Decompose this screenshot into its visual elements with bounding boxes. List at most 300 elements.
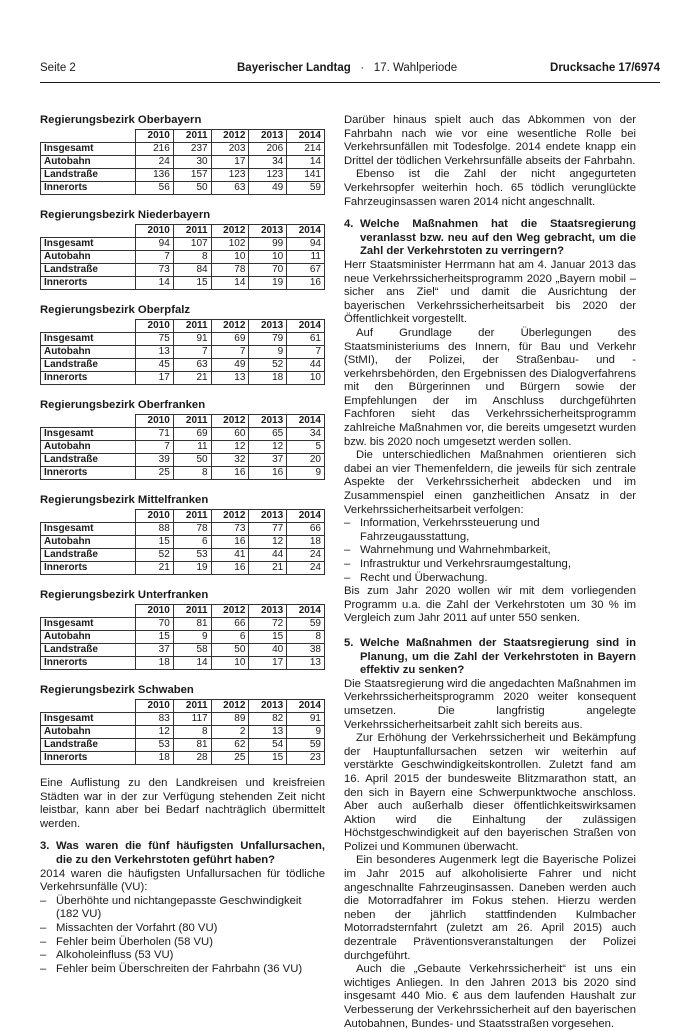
table-cell: 77 <box>249 523 287 536</box>
table-cell: 78 <box>211 264 249 277</box>
table-cell: 8 <box>173 467 211 480</box>
row-label: Autobahn <box>41 251 136 264</box>
year-header: 2013 <box>249 510 287 523</box>
header-rule <box>40 82 660 83</box>
table-cell: 67 <box>287 264 325 277</box>
table-cell: 214 <box>287 143 325 156</box>
row-label: Innerorts <box>41 182 136 195</box>
table-cell: 66 <box>211 618 249 631</box>
table-cell: 94 <box>136 238 174 251</box>
table-cell: 12 <box>136 726 174 739</box>
row-label: Insgesamt <box>41 713 136 726</box>
row-label: Insgesamt <box>41 618 136 631</box>
table-cell: 7 <box>136 441 174 454</box>
table-cell: 83 <box>136 713 174 726</box>
table-cell: 24 <box>287 549 325 562</box>
year-header: 2011 <box>173 605 211 618</box>
year-header: 2011 <box>173 415 211 428</box>
table-cell: 30 <box>173 156 211 169</box>
table-row <box>41 562 325 575</box>
table-cell: 117 <box>173 713 211 726</box>
year-header: 2011 <box>173 320 211 333</box>
table-cell: 50 <box>173 182 211 195</box>
header-corner <box>41 225 136 238</box>
parliament-name: Bayerischer Landtag <box>237 62 351 74</box>
table-row <box>41 251 325 264</box>
row-label: Innerorts <box>41 467 136 480</box>
table-cell: 136 <box>136 169 174 182</box>
table-cell: 88 <box>136 523 174 536</box>
region-table <box>40 319 325 385</box>
table-cell: 37 <box>136 644 174 657</box>
table-cell: 14 <box>287 156 325 169</box>
table-cell: 40 <box>249 644 287 657</box>
header-corner <box>41 510 136 523</box>
year-header: 2013 <box>249 415 287 428</box>
table-cell: 12 <box>249 536 287 549</box>
list-item: – Information, Verkehrssteuerung und Fahrzeugausstattung, <box>344 517 636 544</box>
table-row <box>41 359 325 372</box>
table-cell: 81 <box>173 618 211 631</box>
year-header: 2012 <box>211 415 249 428</box>
table-cell: 14 <box>136 277 174 290</box>
table-cell: 25 <box>136 467 174 480</box>
year-header: 2014 <box>287 320 325 333</box>
question-4 <box>344 218 636 259</box>
table-cell: 49 <box>211 359 249 372</box>
row-label: Insgesamt <box>41 523 136 536</box>
year-header: 2012 <box>211 700 249 713</box>
year-header: 2014 <box>287 700 325 713</box>
table-cell: 62 <box>211 739 249 752</box>
table-cell: 6 <box>173 536 211 549</box>
document-number: Drucksache 17/6974 <box>550 62 660 74</box>
table-cell: 24 <box>136 156 174 169</box>
table-cell: 16 <box>211 536 249 549</box>
paragraph: Darüber hinaus spielt auch das Abkommen von der Fahrbahn nach wie vor eine wesentliche Rolle bei Verkehrsunfällen mit Todesfolge. 2014 endete knapp ein Drittel der tödlichen Verkehrsunfälle abseits der Fahrbahn. <box>344 114 636 167</box>
table-cell: 16 <box>287 277 325 290</box>
table-cell: 61 <box>287 333 325 346</box>
paragraph: Auf Grundlage der Überlegungen des Staatsministeriums des Innern, für Bau und Verkehr (StMI), der Polizei, der Straßenbau- und -verkehrsbehörden, den Ergebnissen des Dialogverfahrens mit den Bürgerinnen und Bürgern sowie der Empfehlungen der im Anschluss durchgeführten Fachforen sieht das Verkehrssicherheitsprogramm zahlreiche Maßnahmen vor, die bereits umgesetzt wurden bzw. bis 2020 noch umgesetzt werden sollen. <box>344 326 637 448</box>
header-corner <box>41 700 136 713</box>
table-cell: 70 <box>136 618 174 631</box>
table-cell: 53 <box>136 739 174 752</box>
table-row <box>41 739 325 752</box>
table-cell: 28 <box>173 752 211 765</box>
list-item: – Alkoholeinfluss (53 VU) <box>40 949 325 963</box>
year-header: 2013 <box>249 320 287 333</box>
row-label: Landstraße <box>41 644 136 657</box>
table-row <box>41 143 325 156</box>
table-cell: 5 <box>287 441 325 454</box>
table-cell: 52 <box>249 359 287 372</box>
table-cell: 17 <box>211 156 249 169</box>
region-block <box>40 304 325 385</box>
table-cell: 6 <box>211 631 249 644</box>
table-row <box>41 333 325 346</box>
table-cell: 107 <box>173 238 211 251</box>
table-cell: 7 <box>211 346 249 359</box>
table-cell: 16 <box>211 467 249 480</box>
year-header: 2014 <box>287 605 325 618</box>
table-row <box>41 277 325 290</box>
table-cell: 89 <box>211 713 249 726</box>
question-number: 3. <box>40 840 50 853</box>
question-5 <box>344 637 636 678</box>
row-label: Insgesamt <box>41 428 136 441</box>
table-cell: 21 <box>173 372 211 385</box>
table-row <box>41 657 325 670</box>
paragraph: Bis zum Jahr 2020 wollen wir mit dem vorliegenden Programm u.a. die Zahl der Verkehrstoten um 30 % im Vergleich zum Jahr 2011 auf unter 550 senken. <box>344 585 636 625</box>
table-cell: 70 <box>249 264 287 277</box>
table-cell: 50 <box>211 644 249 657</box>
question-text: Welche Maßnahmen der Staatsregierung sind in Planung, um die Zahl der Verkehrstoten in Bayern effektiv zu senken? <box>360 636 636 677</box>
region-table <box>40 699 325 765</box>
table-cell: 79 <box>249 333 287 346</box>
region-title: Regierungsbezirk Niederbayern <box>40 209 211 221</box>
year-header: 2010 <box>136 320 174 333</box>
header-separator: · <box>360 62 365 74</box>
table-cell: 63 <box>173 359 211 372</box>
table-cell: 102 <box>211 238 249 251</box>
list-item: – Wahrnehmung und Wahrnehmbarkeit, <box>344 544 636 558</box>
table-cell: 49 <box>249 182 287 195</box>
table-cell: 56 <box>136 182 174 195</box>
row-label: Landstraße <box>41 454 136 467</box>
table-cell: 216 <box>136 143 174 156</box>
table-cell: 9 <box>173 631 211 644</box>
table-cell: 141 <box>287 169 325 182</box>
year-header: 2012 <box>211 320 249 333</box>
table-cell: 10 <box>211 657 249 670</box>
table-cell: 71 <box>136 428 174 441</box>
region-tables <box>40 114 325 765</box>
paragraph: Die unterschiedlichen Maßnahmen orientieren sich dabei an vier Themenfeldern, die jeweils für sich zentrale Aspekte der Verkehrssicherheit abdecken und im Zusammenspiel einen ganzheitlichen Ansatz in der Verkehrssicherheitsarbeit verfolgen: <box>344 449 636 516</box>
table-cell: 78 <box>173 523 211 536</box>
table-cell: 32 <box>211 454 249 467</box>
table-cell: 11 <box>173 441 211 454</box>
table-cell: 12 <box>211 441 249 454</box>
row-label: Insgesamt <box>41 238 136 251</box>
year-header: 2013 <box>249 605 287 618</box>
question-number: 5. <box>344 636 354 649</box>
table-cell: 54 <box>249 739 287 752</box>
left-text-block <box>40 777 325 976</box>
region-table <box>40 604 325 670</box>
table-cell: 16 <box>249 467 287 480</box>
row-label: Innerorts <box>41 277 136 290</box>
header-center <box>237 62 457 74</box>
year-header: 2014 <box>287 130 325 143</box>
table-header-row <box>41 225 325 238</box>
year-header: 2010 <box>136 225 174 238</box>
table-row <box>41 644 325 657</box>
table-cell: 34 <box>287 428 325 441</box>
table-cell: 123 <box>249 169 287 182</box>
year-header: 2011 <box>173 510 211 523</box>
table-cell: 16 <box>211 562 249 575</box>
table-cell: 19 <box>249 277 287 290</box>
year-header: 2014 <box>287 510 325 523</box>
table-cell: 25 <box>211 752 249 765</box>
table-row <box>41 713 325 726</box>
year-header: 2014 <box>287 225 325 238</box>
table-cell: 206 <box>249 143 287 156</box>
list-item: – Missachten der Vorfahrt (80 VU) <box>40 922 325 936</box>
table-cell: 123 <box>211 169 249 182</box>
table-cell: 45 <box>136 359 174 372</box>
table-row <box>41 726 325 739</box>
table-cell: 11 <box>287 251 325 264</box>
legislative-period: 17. Wahlperiode <box>373 62 458 74</box>
table-cell: 157 <box>173 169 211 182</box>
row-label: Insgesamt <box>41 143 136 156</box>
table-cell: 8 <box>173 251 211 264</box>
table-row <box>41 523 325 536</box>
table-cell: 34 <box>249 156 287 169</box>
table-cell: 21 <box>249 562 287 575</box>
table-cell: 69 <box>173 428 211 441</box>
row-label: Innerorts <box>41 752 136 765</box>
table-cell: 19 <box>173 562 211 575</box>
table-cell: 13 <box>136 346 174 359</box>
year-header: 2010 <box>136 510 174 523</box>
row-label: Innerorts <box>41 657 136 670</box>
row-label: Autobahn <box>41 726 136 739</box>
table-cell: 13 <box>249 726 287 739</box>
paragraph: Auch die „Gebaute Verkehrssicherheit“ ist uns ein wichtiges Anliegen. In den Jahren 2013 bis 2020 sind insgesamt 440 Mio. € aus dem laufenden Haushalt zur Verbesserung der Verkehrssicherheit auf den bayerischen Autobahnen, Bundes- und Staatsstraßen vorgesehen. <box>344 963 636 1030</box>
table-cell: 10 <box>211 251 249 264</box>
table-cell: 21 <box>136 562 174 575</box>
table-cell: 15 <box>173 277 211 290</box>
table-cell: 81 <box>173 739 211 752</box>
table-row <box>41 372 325 385</box>
year-header: 2011 <box>173 225 211 238</box>
table-row <box>41 156 325 169</box>
table-cell: 18 <box>136 657 174 670</box>
table-cell: 52 <box>136 549 174 562</box>
table-cell: 69 <box>211 333 249 346</box>
paragraph: Die Staatsregierung wird die angedachten Maßnahmen im Verkehrssicherheitsprogramm 2020 weiter konsequent umsetzen. Die langfristig angelegte Verkehrssicherheitsarbeit zahlt sich bereits aus. <box>344 677 636 731</box>
table-cell: 94 <box>287 238 325 251</box>
region-block <box>40 209 325 290</box>
year-header: 2012 <box>211 130 249 143</box>
year-header: 2011 <box>173 700 211 713</box>
year-header: 2014 <box>287 415 325 428</box>
row-label: Innerorts <box>41 372 136 385</box>
table-cell: 7 <box>136 251 174 264</box>
table-row <box>41 182 325 195</box>
table-cell: 66 <box>287 523 325 536</box>
list-item: – Infrastruktur und Verkehrsraumgestaltung, <box>344 558 636 572</box>
year-header: 2010 <box>136 415 174 428</box>
row-label: Autobahn <box>41 346 136 359</box>
question-text: Was waren die fünf häufigsten Unfallursachen, die zu den Verkehrstoten geführt haben? <box>56 840 325 866</box>
table-row <box>41 428 325 441</box>
table-header-row <box>41 510 325 523</box>
right-column <box>344 114 636 1031</box>
row-label: Innerorts <box>41 562 136 575</box>
paragraph: Herr Staatsminister Herrmann hat am 4. Januar 2013 das neue Verkehrssicherheitsprogramm 2020 „Bayern mobil – sicher ans Ziel“ und damit die Ausrichtung der bayerischen Verkehrssicherheitsarbeit bis 2020 der Öffentlichkeit vorgestellt. <box>344 258 636 326</box>
year-header: 2013 <box>249 700 287 713</box>
table-cell: 58 <box>173 644 211 657</box>
region-block <box>40 589 325 670</box>
region-block <box>40 399 325 480</box>
table-cell: 7 <box>287 346 325 359</box>
year-header: 2013 <box>249 225 287 238</box>
table-cell: 15 <box>136 631 174 644</box>
list-item: – Recht und Überwachung. <box>344 572 636 586</box>
table-cell: 8 <box>173 726 211 739</box>
table-row <box>41 467 325 480</box>
region-block <box>40 114 325 195</box>
paragraph: Ein besonderes Augenmerk legt die Bayerische Polizei im Jahr 2015 auf alkoholisierte Fahrer und nicht angeschnallte Fahrzeuginsassen. Daneben werden auch die Motorradfahrer im Fokus stehen. Hierzu werden neben der jährlich stattfindenden Kulmbacher Motorradsternfahrt (zuletzt am 26. April 2015) auch dezentrale Präventionsveranstaltungen der Polizei durchgeführt. <box>344 854 636 962</box>
table-cell: 91 <box>287 713 325 726</box>
region-table <box>40 224 325 290</box>
year-header: 2012 <box>211 510 249 523</box>
table-cell: 10 <box>287 372 325 385</box>
row-label: Autobahn <box>41 536 136 549</box>
question-number: 4. <box>344 218 354 231</box>
region-block <box>40 684 325 765</box>
year-header: 2012 <box>211 605 249 618</box>
note-paragraph: Eine Auflistung zu den Landkreisen und kreisfreien Städten war in der zur Verfügung stehenden Zeit nicht leistbar, kann aber bei Bedarf nachträglich übermittelt werden. <box>40 777 325 830</box>
region-title: Regierungsbezirk Unterfranken <box>40 589 209 601</box>
table-row <box>41 441 325 454</box>
region-title: Regierungsbezirk Oberpfalz <box>40 304 191 316</box>
table-cell: 13 <box>287 657 325 670</box>
table-cell: 37 <box>249 454 287 467</box>
region-table <box>40 509 325 575</box>
answer-3-intro: 2014 waren die häufigsten Unfallursachen für tödliche Verkehrsunfälle (VU): <box>40 867 325 894</box>
row-label: Autobahn <box>41 441 136 454</box>
region-table <box>40 414 325 480</box>
row-label: Autobahn <box>41 631 136 644</box>
table-cell: 59 <box>287 182 325 195</box>
table-cell: 8 <box>287 631 325 644</box>
row-label: Landstraße <box>41 264 136 277</box>
table-cell: 203 <box>211 143 249 156</box>
table-row <box>41 549 325 562</box>
table-cell: 18 <box>249 372 287 385</box>
table-cell: 44 <box>287 359 325 372</box>
header-corner <box>41 130 136 143</box>
table-cell: 41 <box>211 549 249 562</box>
table-cell: 59 <box>287 739 325 752</box>
table-header-row <box>41 320 325 333</box>
table-cell: 24 <box>287 562 325 575</box>
table-cell: 14 <box>211 277 249 290</box>
left-column <box>40 114 325 976</box>
year-header: 2012 <box>211 225 249 238</box>
table-header-row <box>41 700 325 713</box>
region-title: Regierungsbezirk Schwaben <box>40 684 194 696</box>
table-cell: 14 <box>173 657 211 670</box>
table-cell: 53 <box>173 549 211 562</box>
table-row <box>41 264 325 277</box>
row-label: Landstraße <box>41 359 136 372</box>
region-title: Regierungsbezirk Oberbayern <box>40 114 202 126</box>
table-row <box>41 752 325 765</box>
question-3 <box>40 840 325 867</box>
row-label: Autobahn <box>41 156 136 169</box>
table-cell: 39 <box>136 454 174 467</box>
table-cell: 15 <box>249 752 287 765</box>
region-table <box>40 129 325 195</box>
table-cell: 75 <box>136 333 174 346</box>
table-cell: 15 <box>249 631 287 644</box>
header-corner <box>41 605 136 618</box>
table-cell: 65 <box>249 428 287 441</box>
table-row <box>41 631 325 644</box>
table-cell: 12 <box>249 441 287 454</box>
causes-list <box>40 895 325 977</box>
table-cell: 9 <box>287 726 325 739</box>
table-cell: 20 <box>287 454 325 467</box>
year-header: 2011 <box>173 130 211 143</box>
region-title: Regierungsbezirk Mittelfranken <box>40 494 209 506</box>
row-label: Insgesamt <box>41 333 136 346</box>
row-label: Landstraße <box>41 169 136 182</box>
table-header-row <box>41 605 325 618</box>
list-item: – Fehler beim Überholen (58 VU) <box>40 936 325 950</box>
year-header: 2010 <box>136 700 174 713</box>
table-row <box>41 454 325 467</box>
table-cell: 237 <box>173 143 211 156</box>
table-cell: 99 <box>249 238 287 251</box>
table-cell: 91 <box>173 333 211 346</box>
year-header: 2010 <box>136 605 174 618</box>
table-cell: 59 <box>287 618 325 631</box>
table-cell: 17 <box>136 372 174 385</box>
table-row <box>41 618 325 631</box>
table-row <box>41 346 325 359</box>
region-title: Regierungsbezirk Oberfranken <box>40 399 206 411</box>
table-cell: 7 <box>173 346 211 359</box>
table-cell: 9 <box>249 346 287 359</box>
row-label: Landstraße <box>41 739 136 752</box>
table-cell: 2 <box>211 726 249 739</box>
year-header: 2010 <box>136 130 174 143</box>
table-row <box>41 536 325 549</box>
table-cell: 18 <box>136 752 174 765</box>
row-label: Landstraße <box>41 549 136 562</box>
paragraph: Ebenso ist die Zahl der nicht angegurteten Verkehrsopfer weiterhin hoch. 65 tödlich verunglückte Fahrzeuginsassen waren 2014 nicht angeschnallt. <box>344 168 636 208</box>
topics-list <box>344 517 636 585</box>
table-cell: 23 <box>287 752 325 765</box>
header-corner <box>41 320 136 333</box>
table-row <box>41 169 325 182</box>
paragraph: Zur Erhöhung der Verkehrssicherheit und Bekämpfung der Hauptunfallursachen setzen wir weiterhin auf verstärkte Geschwindigkeitskontrollen. Zuletzt fand am 16. April 2015 der bundesweite Blitzmarathon statt, an den sich in Bayern eine Schwerpunktwoche anschloss. Aber auch außerhalb dieser öffentlichkeitswirksamen Aktion wird die Einhaltung der zulässigen Höchstgeschwindigkeit auf den bayerischen Straßen von Polizei und Kommunen überwacht. <box>344 732 636 853</box>
table-cell: 73 <box>136 264 174 277</box>
table-cell: 18 <box>287 536 325 549</box>
table-cell: 73 <box>211 523 249 536</box>
table-cell: 72 <box>249 618 287 631</box>
year-header: 2013 <box>249 130 287 143</box>
list-item: – Überhöhte und nichtangepasste Geschwindigkeit (182 VU) <box>40 895 325 922</box>
table-cell: 84 <box>173 264 211 277</box>
table-header-row <box>41 415 325 428</box>
list-item: – Fehler beim Überschreiten der Fahrbahn (36 VU) <box>40 963 325 977</box>
page-header <box>40 62 660 80</box>
table-header-row <box>41 130 325 143</box>
table-cell: 44 <box>249 549 287 562</box>
table-cell: 13 <box>211 372 249 385</box>
table-cell: 60 <box>211 428 249 441</box>
table-cell: 38 <box>287 644 325 657</box>
question-text: Welche Maßnahmen hat die Staatsregierung veranlasst bzw. neu auf den Weg gebracht, um die Zahl der Verkehrstoten zu verringern? <box>360 218 636 258</box>
table-row <box>41 238 325 251</box>
